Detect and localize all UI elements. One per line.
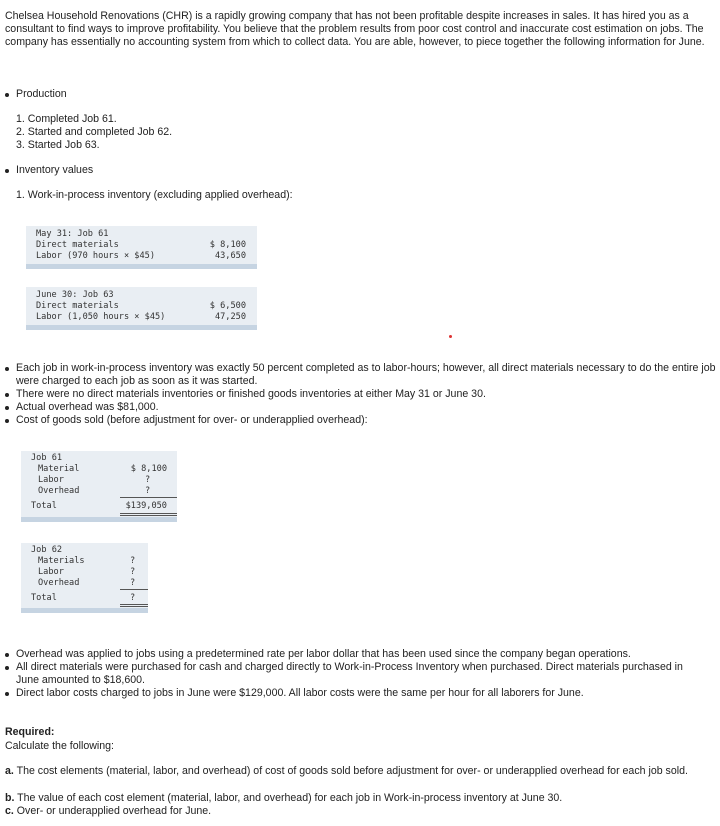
bullet-dot: [5, 367, 9, 371]
table-row-label: Direct materials: [36, 240, 119, 250]
total-value: ?: [130, 593, 136, 603]
item-letter: a.: [5, 765, 14, 777]
table-row-value: ?: [145, 475, 151, 485]
item-text: The cost elements (material, labor, and overhead) of cost of goods sold before adjustment for over- or underapplied overhead for each job sold.: [13, 765, 688, 777]
bullet-text: Overhead was applied to jobs using a predetermined rate per labor dollar that has been used since the company began operations.: [16, 648, 631, 660]
bullet-dot: [5, 666, 9, 670]
table-row-value: ?: [145, 486, 151, 496]
inventory-title: Inventory values: [16, 164, 94, 176]
table-row-label: Material: [38, 464, 80, 474]
table-row-label: Labor (970 hours × $45): [36, 251, 155, 261]
table-row-value: 47,250: [214, 312, 246, 322]
production-item: 2. Started and completed Job 62.: [16, 126, 173, 138]
total-label: Total: [31, 593, 57, 603]
table-row-label: Direct materials: [36, 301, 119, 311]
table-row-label: Labor: [38, 567, 64, 577]
table-heading: May 31: Job 61: [36, 229, 109, 239]
table-row-value: $ 8,100: [209, 240, 246, 250]
table-footer-bar: [26, 325, 257, 330]
bullet-dot: [5, 393, 9, 397]
item-text: The value of each cost element (material, labor, and overhead) for each job in Work-in-process inventory at June 30.: [14, 792, 563, 804]
required-title: Required:: [5, 726, 55, 738]
table-row-label: Overhead: [38, 578, 80, 588]
bullet-dot: [5, 169, 9, 173]
bullet-text: All direct materials were purchased for cash and charged directly to Work-in-Process Inventory when purchased. Direct materials purchased in June amounted to $18,600.: [16, 661, 683, 686]
total-value: $139,050: [125, 501, 167, 511]
bullet-dot: [5, 653, 9, 657]
bullet-text: Actual overhead was $81,000.: [16, 401, 159, 413]
red-dot-marker: [449, 335, 452, 338]
table-heading: Job 62: [31, 545, 63, 555]
table-heading: Job 61: [31, 453, 63, 463]
table-row-label: Overhead: [38, 486, 80, 496]
item-letter: b.: [5, 792, 15, 804]
double-line-bottom: [120, 515, 177, 516]
table-heading: June 30: Job 63: [36, 290, 114, 300]
table-row-value: 43,650: [214, 251, 246, 261]
table-row-value: ?: [130, 556, 136, 566]
table-row-label: Materials: [38, 556, 85, 566]
item-text: Over- or underapplied overhead for June.: [13, 805, 212, 817]
required-item-a: [5, 765, 710, 778]
bullet-dot: [5, 692, 9, 696]
table-row-value: $ 8,100: [130, 464, 167, 474]
sum-line: [120, 589, 148, 590]
bullet-dot: [5, 93, 9, 97]
bullet-text: Each job in work-in-process inventory was exactly 50 percent completed as to labor-hours; however, all direct materials necessary to do the entire job were charged to each job as soon as it was started.: [16, 362, 716, 387]
required-lead: Calculate the following:: [5, 740, 114, 752]
bullet-text: Direct labor costs charged to jobs in June were $129,000. All labor costs were the same per hour for all laborers for June.: [16, 687, 584, 699]
double-line-bottom: [120, 606, 148, 607]
bullet-text: Cost of goods sold (before adjustment for over- or underapplied overhead):: [16, 414, 368, 426]
table-row-label: Labor (1,050 hours × $45): [36, 312, 166, 322]
double-line-top: [120, 604, 148, 605]
bullet-text: There were no direct materials inventories or finished goods inventories at either May 31 or June 30.: [16, 388, 486, 400]
required-item-c: [5, 805, 710, 818]
table-row-value: $ 6,500: [209, 301, 246, 311]
bullet-dot: [5, 419, 9, 423]
production-title: Production: [16, 88, 67, 100]
bullet-dot: [5, 406, 9, 410]
table-row-value: ?: [130, 567, 136, 577]
intro-paragraph: Chelsea Household Renovations (CHR) is a rapidly growing company that has not been profitable despite increases in sales. It has hired you as a consultant to find ways to improve profitability. You believe that the problem results from poor cost control and inaccurate cost estimation on jobs. The company has essentially no accounting system from which to collect data. You are able, however, to piece together the following information for June.: [5, 10, 705, 48]
table-row-value: ?: [130, 578, 136, 588]
total-label: Total: [31, 501, 57, 511]
production-item: 1. Completed Job 61.: [16, 113, 117, 125]
required-item-b: [5, 792, 710, 805]
sum-line: [120, 497, 177, 498]
table-footer-bar: [26, 264, 257, 269]
item-letter: c.: [5, 805, 14, 817]
table-footer-bar: [21, 608, 148, 613]
table-footer-bar: [21, 517, 177, 522]
production-item: 3. Started Job 63.: [16, 139, 100, 151]
double-line-top: [120, 513, 177, 514]
inventory-item: 1. Work-in-process inventory (excluding applied overhead):: [16, 189, 293, 201]
table-row-label: Labor: [38, 475, 64, 485]
